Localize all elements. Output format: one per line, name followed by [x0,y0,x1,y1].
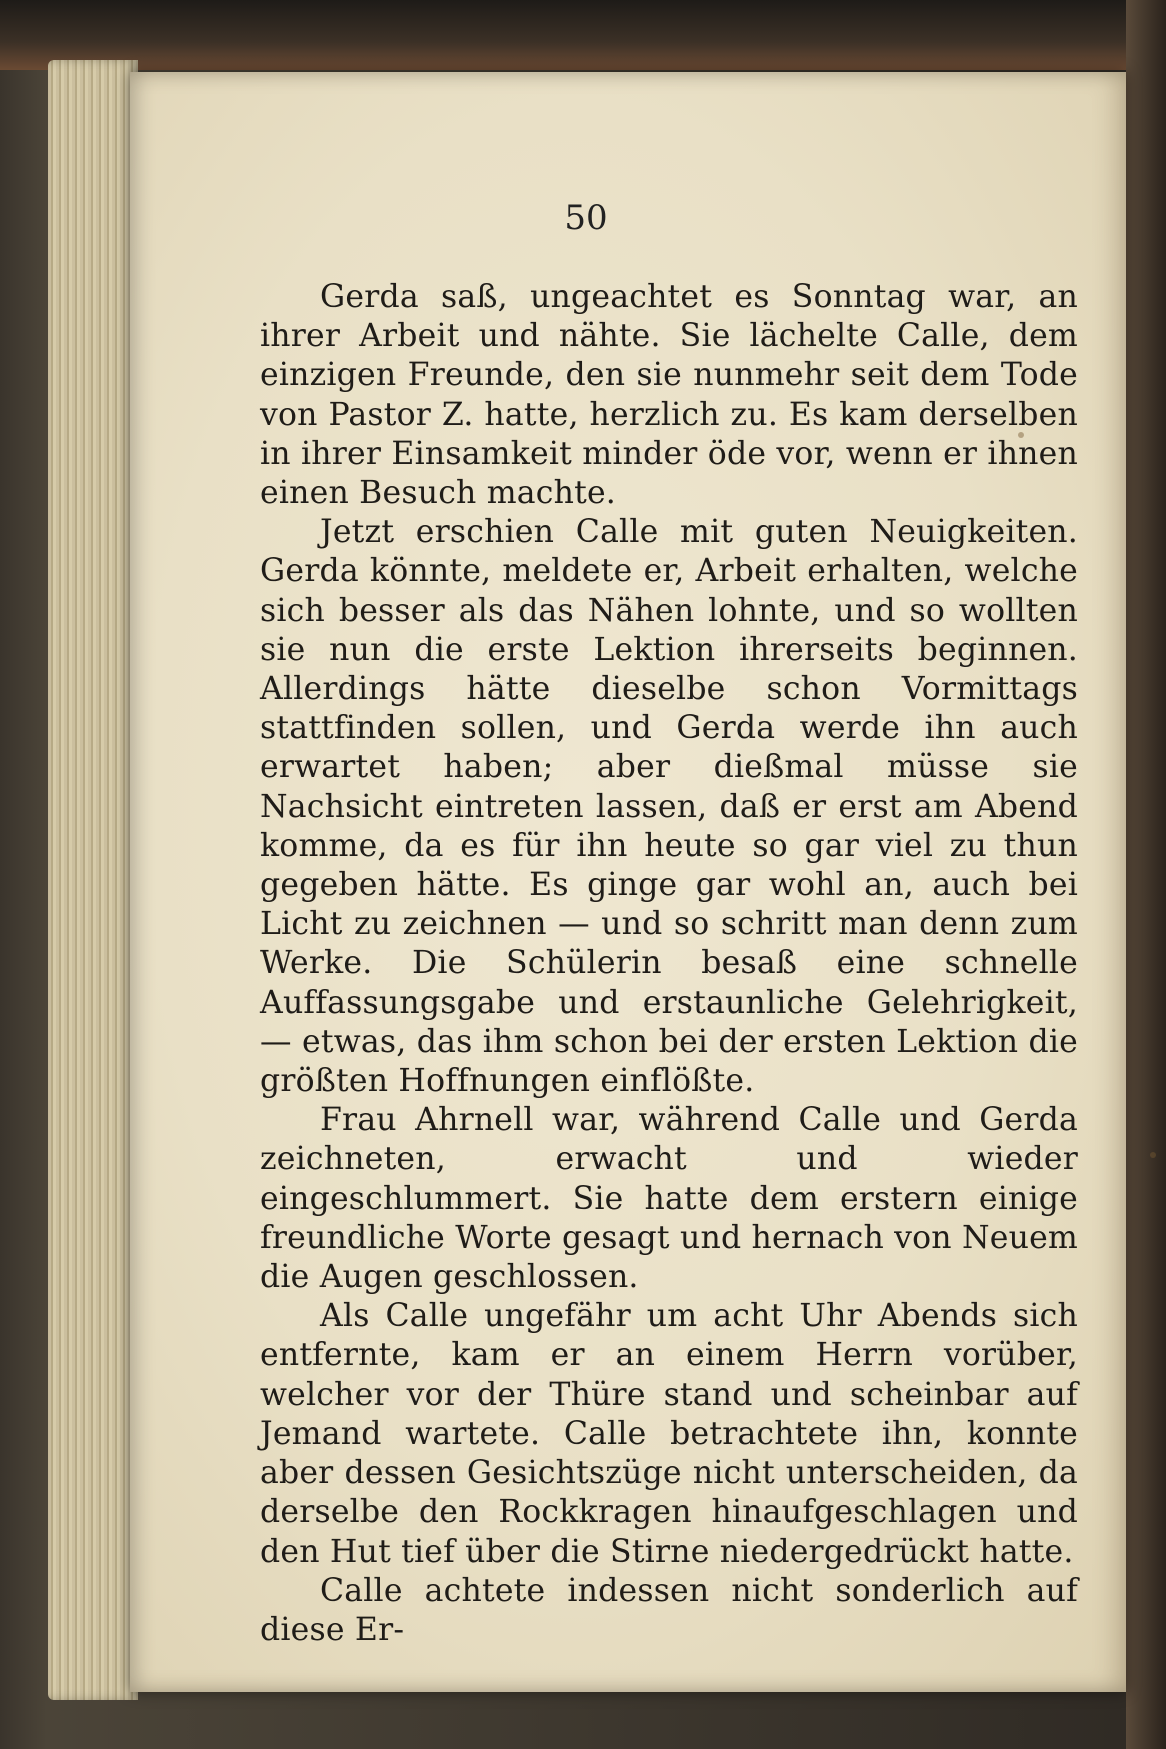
paper-fleck [1150,1152,1156,1158]
paragraph: Frau Ahrnell war, während Calle und Gerda zeichneten, erwacht und wieder eingeschlummert. Sie hatte dem erstern einige freundliche Worte gesagt und hernach von Neuem die Augen geschlossen. [260,1102,1079,1296]
paragraph: Calle achtete indessen nicht sonderlich auf diese Er- [260,1572,1078,1648]
page-stack-edges [48,60,138,1700]
page-body-text [260,278,1078,1650]
page-number: 50 [564,198,608,238]
book-gutter-edge [1126,0,1166,1749]
book-cover-top [0,0,1166,70]
paragraph: Als Calle ungefähr um acht Uhr Abends sich entfernte, kam er an einem Herrn vorüber, welcher vor der Thüre stand und scheinbar auf Jemand wartete. Calle betrachtete ihn, konnte aber dessen Gesichtszüge nicht unterscheiden, da derselbe den Rockkragen hinaufgeschlagen und den Hut tief über die Stirne niedergedrückt hatte. [260,1298,1078,1570]
paragraph: Jetzt erschien Calle mit guten Neuigkeiten. Gerda könnte, meldete er, Arbeit erhalten, welche sich besser als das Nähen lohnte, und so wollten sie nun die erste Lektion ihrerseits beginnen. Allerdings hätte dieselbe schon Vormittags stattfinden sollen, und Gerda werde ihn auch erwartet haben; aber dießmal müsse sie Nachsicht eintreten lassen, daß er erst am Abend komme, da es für ihn heute so gar viel zu thun gegeben hätte. Es ginge gar wohl an, auch bei Licht zu zeichnen — und so schritt man denn zum Werke. Die Schülerin besaß eine schnelle Auffassungsgabe und erstaunliche Gelehrigkeit, — etwas, das ihm schon bei der ersten Lektion die größten Hoffnungen einflößte. [260,514,1078,1100]
paragraph: Gerda saß, ungeachtet es Sonntag war, an ihrer Arbeit und nähte. Sie lächelte Calle, dem einzigen Freunde, den sie nunmehr seit dem Tode von Pastor Z. hatte, herzlich zu. Es kam derselben in ihrer Einsamkeit minder öde vor, wenn er ihnen einen Besuch machte. [260,279,1078,512]
